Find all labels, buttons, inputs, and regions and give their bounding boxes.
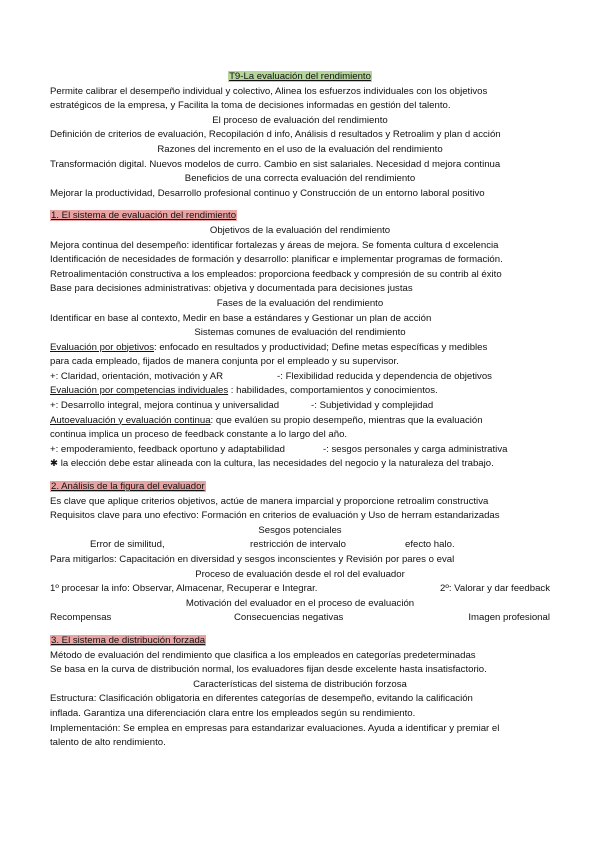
eval-objetivos-minus: -: Flexibilidad reducida y dependencia de objetivos [277,370,492,382]
doc-title: T9-La evaluación del rendimiento [229,71,371,82]
implementacion-1: Implementación: Se emplea en empresas para estandarizar evaluaciones. Ayuda a identificar y premiar el [50,722,500,734]
objetivo-4: Base para decisiones administrativas: objetiva y documentada para decisiones justas [50,283,413,295]
sesgo-halo: efecto halo. [405,539,455,551]
sistemas-heading: Sistemas comunes de evaluación del rendimiento [194,327,406,339]
caracteristicas-heading: Características del sistema de distribución forzosa [193,678,407,690]
beneficios-text: Mejorar la productividad, Desarrollo profesional continuo y Construcción de un entorno laboral positivo [50,187,485,199]
eval-competencias-text: : habilidades, comportamientos y conocimientos. [228,385,438,397]
eval-competencias-proscons [50,399,550,414]
objetivo-1: Mejora continua del desempeño: identificar fortalezas y áreas de mejora. Se fomenta cultura d excelencia [50,239,499,251]
section-2-heading: 2. Análisis de la figura del evaluador [51,481,205,493]
motivacion-recompensas: Recompensas [50,612,112,624]
motivacion-consecuencias: Consecuencias negativas [234,612,344,624]
estructura-1: Estructura: Clasificación obligatoria en diferentes categorías de desempeño, evitando la calificación [50,693,473,705]
evaluador-p2: Requisitos clave para uno efectivo: Formación en criterios de evaluación y Uso de herram estandarizadas [50,510,500,522]
proceso-heading: El proceso de evaluación del rendimiento [212,114,388,126]
eleccion-note: ✱ la elección debe estar alineada con la cultura, las necesidades del negocio y la naturaleza del trabajo. [50,458,494,470]
autoevaluacion-text-2: continua implica un proceso de feedback constante a lo largo del año. [50,429,348,441]
section-1-heading: 1. El sistema de evaluación del rendimiento [51,210,237,222]
sesgos-row [50,538,550,553]
eval-objetivos-text-2: para cada empleado, fijados de manera conjunta por el empleado y su supervisor. [50,356,399,368]
eval-competencias-plus: +: Desarrollo integral, mejora continua y universalidad [50,400,280,412]
autoevaluacion-text: : que evalúen su propio desempeño, mientras que la evaluación [210,414,483,426]
eval-competencias-label: Evaluación por competencias individuales [50,385,229,397]
section-2-heading-line [50,480,550,495]
autoevaluacion-minus: -: sesgos personales y carga administrativa [322,443,508,455]
intro-p1: Permite calibrar el desempeño individual y colectivo, Alinea los esfuerzos individuales con los objetivos [50,85,488,97]
eval-competencias-minus: -: Subjetividad y complejidad [311,400,434,412]
distribucion-p1: Método de evaluación del rendimiento que clasifica a los empleados en categorías predeterminadas [50,649,476,661]
autoevaluacion-proscons [50,443,550,458]
paso-2: 2º: Valorar y dar feedback [440,583,550,595]
eval-objetivos-plus: +: Claridad, orientación, motivación y AR [50,370,224,382]
eval-competencias-line [50,384,550,399]
proceso-pasos-row [50,582,550,597]
objetivo-2: Identificación de necesidades de formación y desarrollo: planificar e implementar programas de formación. [50,254,503,266]
eval-objetivos-label: Evaluación por objetivos [50,341,154,353]
section-1-heading-line [50,209,550,224]
motivacion-heading: Motivación del evaluador en el proceso de evaluación [185,597,415,609]
sesgo-intervalo: restricción de intervalo [250,539,346,551]
eval-objetivos-line [50,341,550,356]
fases-text: Identificar en base al contexto, Medir en base a estándares y Gestionar un plan de acción [50,312,432,324]
objetivo-3: Retroalimentación constructiva a los empleados: proporciona feedback y compresión de su contrib al éxito [50,268,502,280]
razones-text: Transformación digital. Nuevos modelos de curro. Cambio en sist salariales. Necesidad d mejora continua [50,158,501,170]
document-page [50,70,550,751]
eval-objetivos-text: : enfocado en resultados y productividad; Define metas específicas y medibles [154,341,488,353]
eval-objetivos-proscons [50,370,550,385]
sesgo-similitud: Error de similitud, [90,539,165,551]
implementacion-2: talento de alto rendimiento. [50,737,166,749]
mitigar-text: Para mitigarlos: Capacitación en diversidad y sesgos inconscientes y Revisión por pares o eval [50,554,455,565]
proceso-evaluador-heading: Proceso de evaluación desde el rol del evaluador [195,568,405,580]
distribucion-p2: Se basa en la curva de distribución normal, los evaluadores fijan desde excelente hasta insatisfactorio. [50,664,487,676]
sesgos-heading: Sesgos potenciales [258,524,342,536]
autoevaluacion-line [50,414,550,429]
intro-p2: estratégicos de la empresa, y Facilita la toma de decisiones informadas en gestión del talento. [50,100,451,112]
estructura-2: inflada. Garantiza una diferenciación clara entre los empleados según su rendimiento. [50,707,416,719]
fases-heading: Fases de la evaluación del rendimiento [216,297,384,309]
section-3-heading: 3. El sistema de distribución forzada [51,634,206,646]
paso-1: 1º procesar la info: Observar, Almacenar, Recuperar e Integrar. [50,583,318,595]
objetivos-heading: Objetivos de la evaluación del rendimiento [209,224,391,236]
razones-heading: Razones del incremento en el uso de la evaluación del rendimiento [157,143,443,155]
autoevaluacion-label: Autoevaluación y evaluación continua [50,414,211,426]
motivacion-row [50,611,550,626]
section-3-heading-line [50,634,550,649]
proceso-text: Definición de criterios de evaluación, Recopilación d info, Análisis d resultados y Retroalim y plan d acción [50,129,501,141]
motivacion-imagen: Imagen profesional [468,612,550,624]
beneficios-heading: Beneficios de una correcta evaluación del rendimiento [184,173,416,185]
evaluador-p1: Es clave que aplique criterios objetivos, actúe de manera imparcial y proporcione retroalim constructiva [50,495,489,507]
autoevaluacion-plus: +: empoderamiento, feedback oportuno y adaptabilidad [50,443,285,455]
doc-title-line [50,70,550,85]
